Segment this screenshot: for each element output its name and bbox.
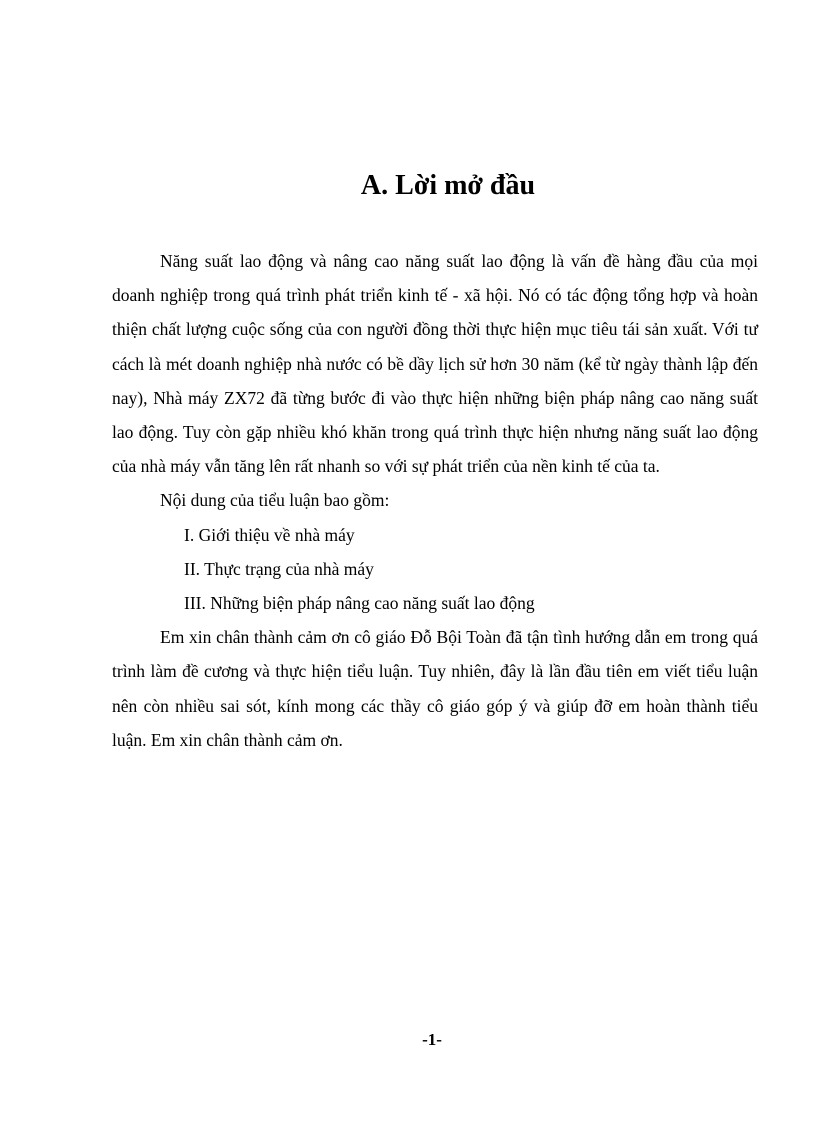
intro-paragraph: Năng suất lao động và nâng cao năng suất lao động là vấn đề hàng đầu của mọi doanh nghiệp trong quá trình phát triển kinh tế - xã hội. Nó có tác động tổng hợp và hoàn thiện chất lượng cuộc sống của con người đồng thời thực hiện mục tiêu tái sản xuất. Với tư cách là mét doanh nghiệp nhà nước có bề dầy lịch sử hơn 30 năm (kể từ ngày thành lập đến nay), Nhà máy ZX72 đã từng bước đi vào thực hiện những biện pháp nâng cao năng suất lao động. Tuy còn gặp nhiều khó khăn trong quá trình thực hiện nhưng năng suất lao động của nhà máy vẫn tăng lên rất nhanh so với sự phát triển của nền kinh tế của ta. — [112, 251, 758, 477]
contents-intro-paragraph: Nội dung của tiểu luận bao gồm: — [160, 490, 390, 511]
page-number: -1- — [422, 1030, 442, 1049]
contents-list-item: II. Thực trạng của nhà máy — [184, 558, 374, 579]
closing-paragraph: Em xin chân thành cảm ơn cô giáo Đỗ Bội Toàn đã tận tình hướng dẫn em trong quá trình làm đề cương và thực hiện tiểu luận. Tuy nhiên, đây là lần đầu tiên em viết tiểu luận nên còn nhiều sai sót, kính mong các thầy cô giáo góp ý và giúp đỡ em hoàn thành tiểu luận. Em xin chân thành cảm ơn. — [112, 627, 758, 750]
page-title: A. Lời mở đầu — [360, 170, 536, 201]
contents-list-item: III. Những biện pháp nâng cao năng suất lao động — [184, 593, 535, 614]
document-body — [112, 244, 758, 757]
contents-list-item: I. Giới thiệu về nhà máy — [184, 524, 355, 545]
